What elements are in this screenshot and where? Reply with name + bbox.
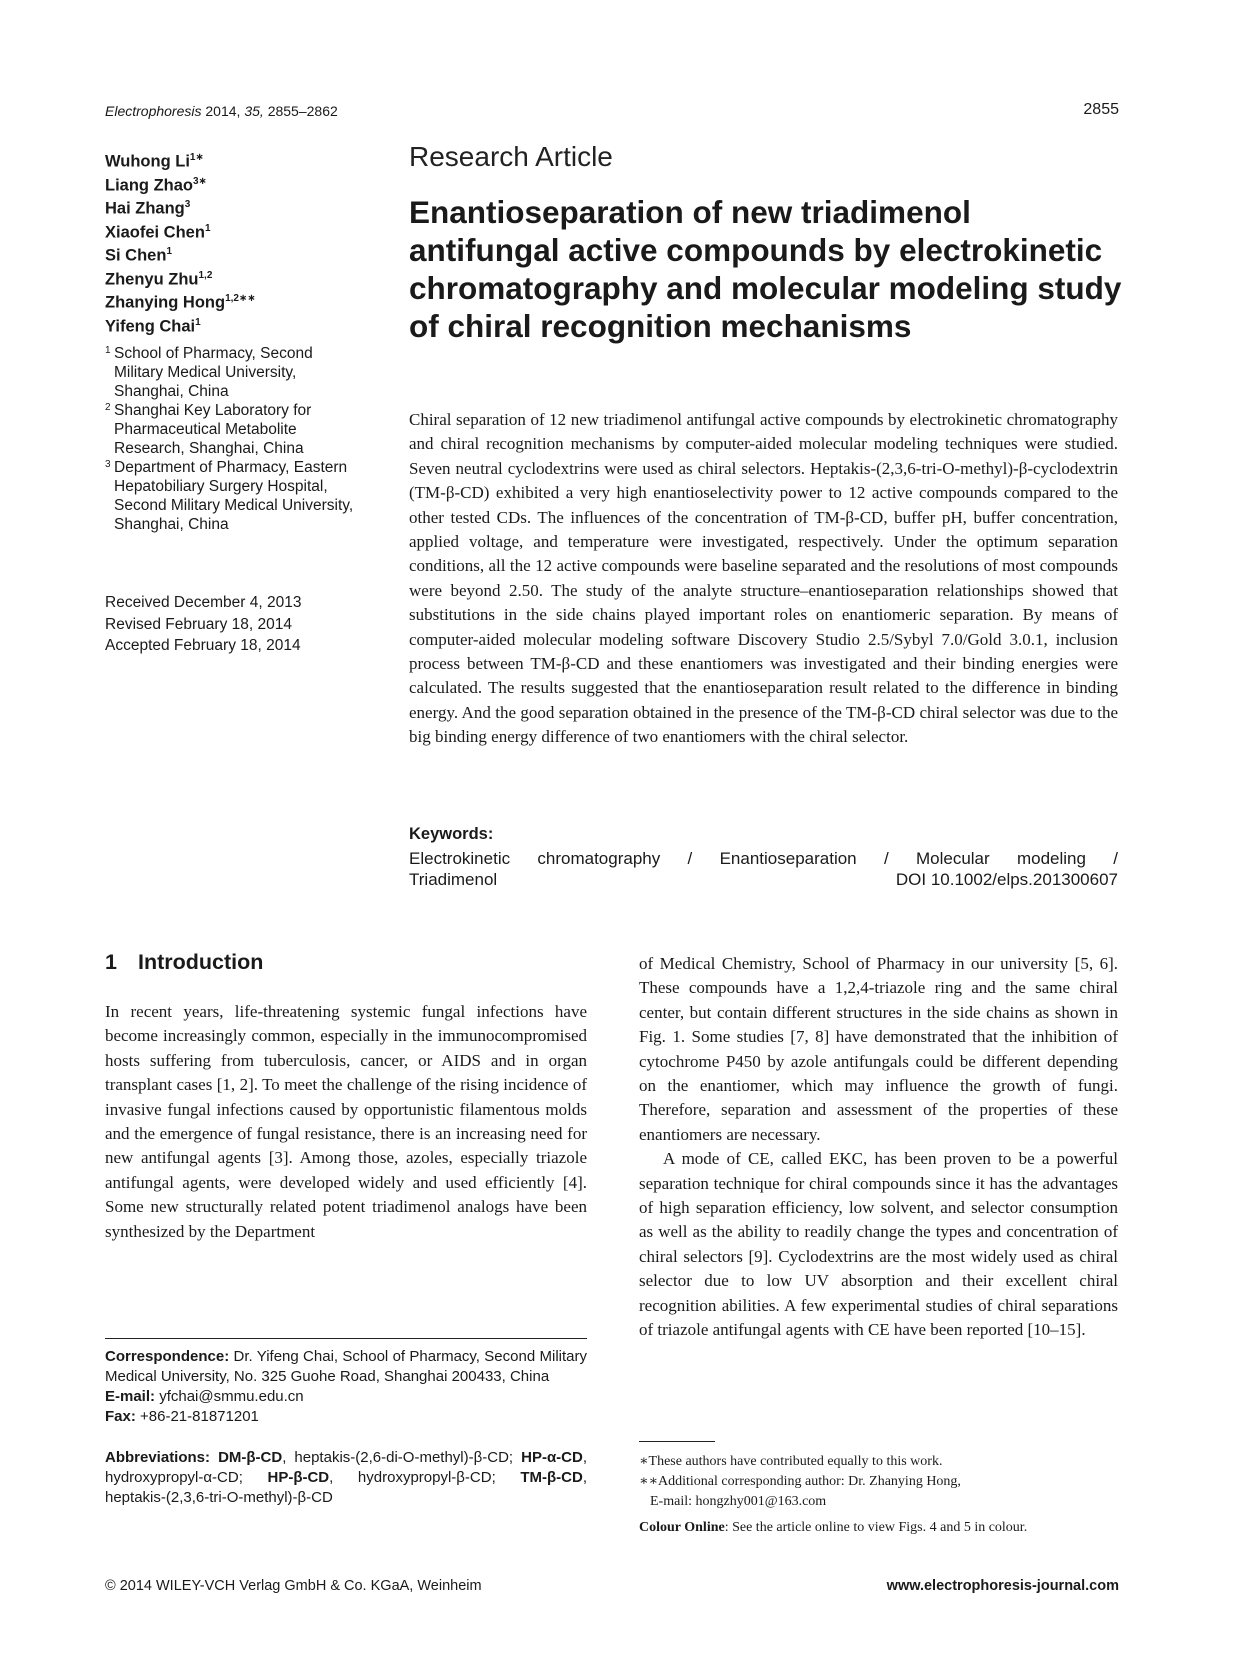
page-number: 2855	[1083, 101, 1119, 118]
copyright: © 2014 WILEY-VCH Verlag GmbH & Co. KGaA, Weinheim	[105, 1578, 482, 1594]
keyword-triadimenol: Triadimenol	[409, 870, 498, 889]
paragraph: of Medical Chemistry, School of Pharmacy in our university [5, 6]. These compounds have a 1,2,4-triazole ring and the same chiral center, but contain different structures in the side chains as shown in Fig. 1. Some studies [7, 8] have demonstrated that the inhibition of cytochrome P450 by azole antifungals could be different depending on the enantiomer, which may influence the growth of fungi. Therefore, separation and assessment of the properties of these enantiomers are necessary.	[639, 954, 1118, 1144]
divider	[105, 1338, 587, 1339]
article-type: Research Article	[409, 141, 613, 172]
keywords-line	[409, 870, 1118, 890]
author: Zhanying Hong$^{1,2∗∗}$	[105, 293, 256, 312]
section-number: 1	[105, 950, 117, 974]
affiliation: 3 Department of Pharmacy, Eastern Hepatobiliary Surgery Hospital, Second Military Medical University, Shanghai, China	[105, 459, 354, 533]
journal-year: 2014,	[205, 103, 241, 119]
keywords-line: Electrokinetic chromatography / Enantioseparation / Molecular modeling /	[409, 849, 1118, 868]
footnote: ∗These authors have contributed equally to this work.	[639, 1454, 943, 1469]
author: Hai Zhang$^3$	[105, 199, 191, 218]
paragraph: A mode of CE, called EKC, has been proven to be a powerful separation technique for chiral compounds since it has the advantages of high separation efficiency, low solvent, and selector consumption as well as the ability to readily change the types and concentration of chiral selectors [9]. Cyclodextrins are the most widely used as chiral selector due to low UV absorption and their excellent chiral recognition abilities. A few experimental studies of chiral separations of triazole antifungal agents with CE have been reported [10–15].	[639, 1149, 1118, 1340]
footnote-divider	[639, 1441, 715, 1442]
correspondence-email[interactable]: yfchai@smmu.edu.cn	[159, 1388, 304, 1405]
author-list	[105, 148, 395, 336]
article-title: Enantioseparation of new triadimenol antifungal active compounds by electrokinetic chromatography and molecular modeling study of chiral recognition mechanisms	[409, 194, 1122, 344]
journal-name: Electrophoresis	[105, 103, 202, 119]
section-heading	[105, 950, 263, 975]
author: Zhenyu Zhu$^{1,2}$	[105, 269, 213, 288]
received-date: Received December 4, 2013	[105, 594, 302, 611]
affiliation-list	[105, 344, 365, 534]
journal-pages: 2855–2862	[267, 103, 338, 119]
doi[interactable]: DOI 10.1002/elps.201300607	[895, 870, 1118, 889]
colour-online-note: Colour Online: See the article online to view Figs. 4 and 5 in colour.	[639, 1520, 1028, 1535]
section-title: Introduction	[138, 950, 264, 974]
abbreviations: Abbreviations: DM-β-CD, heptakis-(2,6-di-O-methyl)-β-CD; HP-α-CD, hydroxypropyl-α-CD; HP-β-CD, hydroxypropyl-β-CD; TM-β-CD, heptakis-(2,3,6-tri-O-methyl)-β-CD	[105, 1449, 588, 1506]
paragraph: In recent years, life-threatening systemic fungal infections have become increasingly common, especially in the immunocompromised hosts suffering from tuberculosis, cancer, or AIDS and in organ transplant cases [1, 2]. To meet the challenge of the rising incidence of invasive fungal infections caused by opportunistic filamentous molds and the emergence of fungal resistance, there is an increasing need for new antifungal agents [3]. Among those, azoles, especially triazole antifungal agents, were developed widely and used efficiently [4]. Some new structurally related potent triadimenol analogs have been synthesized by the Department	[105, 1002, 587, 1241]
author: Liang Zhao$^{3∗}$	[105, 175, 207, 194]
author: Yifeng Chai$^1$	[105, 316, 201, 335]
journal-website[interactable]: www.electrophoresis-journal.com	[886, 1578, 1119, 1594]
affiliation: 2 Shanghai Key Laboratory for Pharmaceutical Metabolite Research, Shanghai, China	[105, 402, 312, 457]
footnote: ∗∗Additional corresponding author: Dr. Zhanying Hong,	[639, 1474, 961, 1489]
journal-reference	[105, 103, 338, 119]
abstract: Chiral separation of 12 new triadimenol antifungal active compounds by electrokinetic chromatography and chiral recognition mechanisms by computer-aided molecular modeling techniques were studied. Seven neutral cyclodextrins were used as chiral selectors. Heptakis-(2,3,6-tri-O-methyl)-β-cyclodextrin (TM-β-CD) exhibited a very high enantioselectivity power to 12 active compounds compared to the other tested CDs. The influences of the concentration of TM-β-CD, buffer pH, buffer concentration, applied voltage, and temperature were investigated, respectively. Under the optimum separation conditions, all the 12 active compounds were baseline separated and the resolutions of most compounds were beyond 2.50. The study of the analyte structure–enantioseparation relationships showed that substitutions in the side chains played important roles on enantiomeric separation. By means of computer-aided molecular modeling software Discovery Studio 2.5/Sybyl 7.0/Gold 3.0.1, inclusion process between TM-β-CD and these enantiomers was investigated and their binding energies were calculated. The results suggested that the enantioseparation result related to the difference in binding energy. And the good separation obtained in the presence of the TM-β-CD chiral selector was due to the big binding energy difference of two enantiomers with the chiral selector.	[409, 410, 1118, 747]
keywords-heading: Keywords:	[409, 825, 494, 843]
correspondence: Correspondence: Dr. Yifeng Chai, School of Pharmacy, Second Military Medical University, No. 325 Guohe Road, Shanghai 200433, China E-mail: yfchai@smmu.edu.cn Fax: +86-21-81871201	[105, 1348, 587, 1425]
revised-date: Revised February 18, 2014	[105, 615, 292, 633]
footnote-email[interactable]: E-mail: hongzhy001@163.com	[650, 1494, 827, 1509]
body-column-left	[105, 1000, 587, 1244]
accepted-date: Accepted February 18, 2014	[105, 637, 301, 654]
body-column-right	[639, 952, 1118, 1343]
author: Si Chen$^1$	[105, 246, 172, 265]
article-history	[105, 592, 301, 657]
author: Wuhong $Li^{1∗}$	[105, 152, 204, 171]
affiliation: 1 School of Pharmacy, Second Military Medical University, Shanghai, China	[105, 345, 313, 400]
journal-volume: 35,	[244, 103, 264, 119]
correspondence-fax: +86-21-81871201	[140, 1408, 259, 1425]
author: Xiaofei Chen$^1$	[105, 222, 211, 241]
footnotes	[639, 1452, 1118, 1538]
